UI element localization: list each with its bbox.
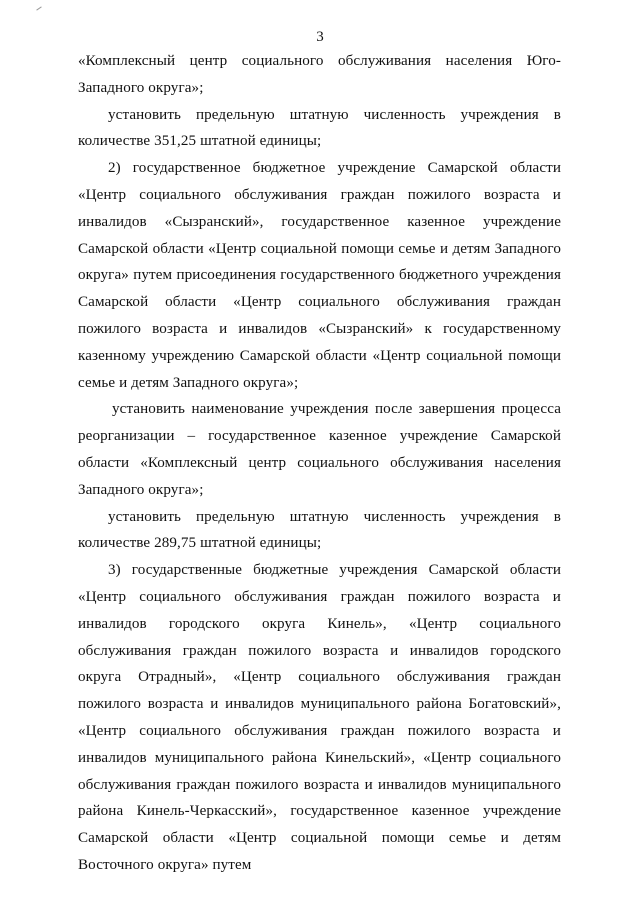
- paragraph-rename-west: установить наименование учреждения после завершения процесса реорганизации – государственное казенное учреждение Самарской области «Комплексный центр социального обслуживания населения Западного округа»;: [78, 401, 561, 498]
- paragraph-item-3: 3) государственные бюджетные учреждения Самарской области «Центр социального обслуживания граждан пожилого возраста и инвалидов городского округа Кинель», «Центр социального обслуживания граждан пожилого возраста и инвалидов городского округа Отрадный», «Центр социального обслуживания граждан пожилого возраста и инвалидов муниципального района Богатовский», «Центр социального обслуживания граждан пожилого возраста и инвалидов муниципального района Кинельский», «Центр социального обслуживания граждан пожилого возраста и инвалидов муниципального района Кинель-Черкасский», государственное казенное учреждение Самарской области «Центр социальной помощи семье и детям Восточного округа» путем: [78, 562, 561, 873]
- page-number: 3: [316, 29, 324, 45]
- document-body: [78, 48, 561, 879]
- scan-artifact: [36, 6, 41, 10]
- paragraph-staff-limit-southwest: установить предельную штатную численность учреждения в количестве 351,25 штатной единицы;: [78, 106, 561, 150]
- paragraph-continuation: «Комплексный центр социального обслуживания населения Юго-Западного округа»;: [78, 53, 561, 96]
- paragraph-staff-limit-west: установить предельную штатную численность учреждения в количестве 289,75 штатной единицы;: [78, 508, 561, 552]
- paragraph-item-2: 2) государственное бюджетное учреждение Самарской области «Центр социального обслуживания граждан пожилого возраста и инвалидов «Сызранский», государственное казенное учреждение Самарской области «Центр социальной помощи семье и детям Западного округа» путем присоединения государственного бюджетного учреждения Самарской области «Центр социального обслуживания граждан пожилого возраста и инвалидов «Сызранский» к государственному казенному учреждению Самарской области «Центр социальной помощи семье и детям Западного округа»;: [78, 160, 561, 391]
